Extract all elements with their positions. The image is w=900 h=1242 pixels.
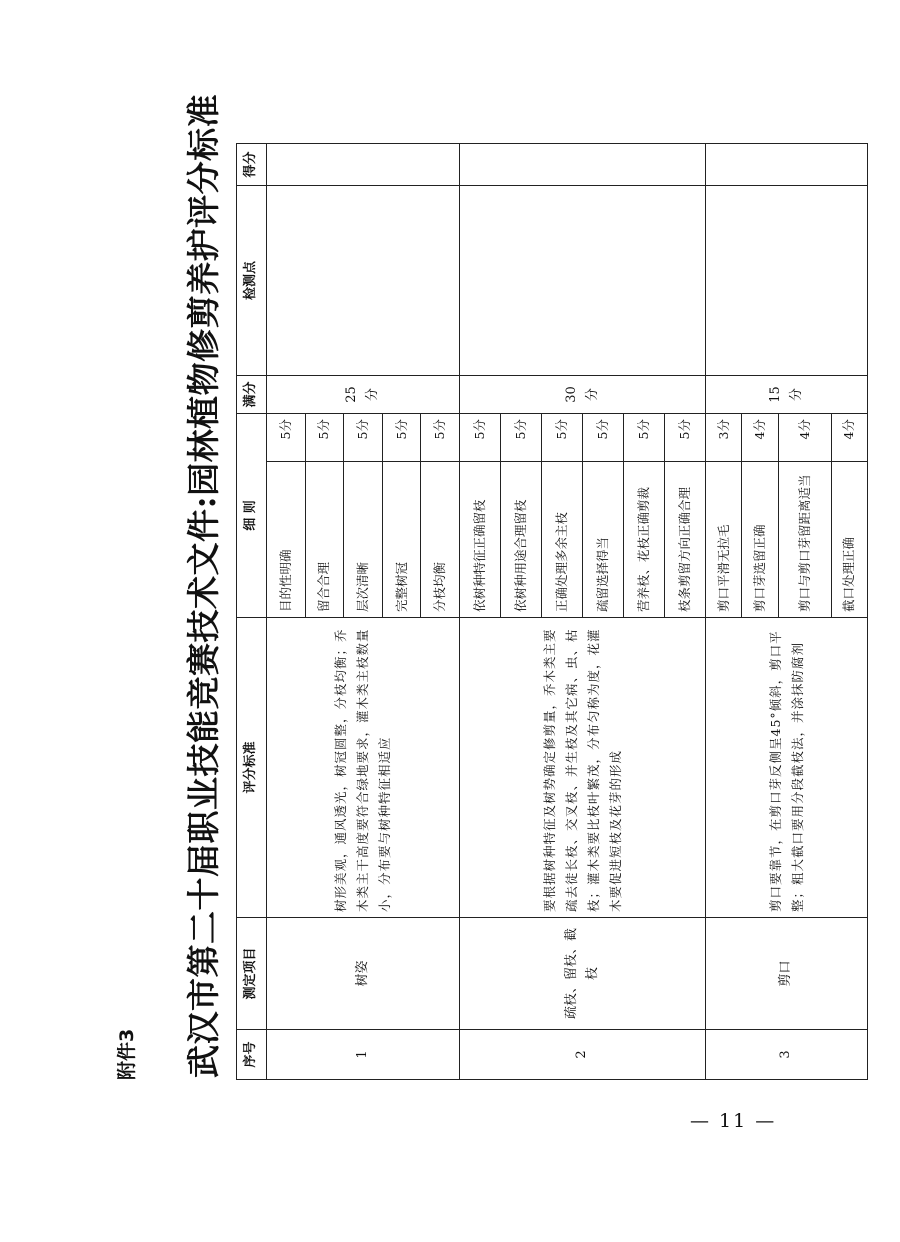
group-2-score[interactable] <box>460 144 706 186</box>
detail-1-3: 层次清晰 <box>344 462 383 618</box>
detail-1-2: 留合合理 <box>305 462 344 618</box>
points-2-6: 5分 <box>665 414 706 462</box>
group-2-check[interactable] <box>460 186 706 376</box>
page-number: — 11 — <box>690 1110 777 1132</box>
points-1-3: 5分 <box>344 414 383 462</box>
header-item: 测定项目 <box>237 918 267 1030</box>
points-3-1: 3分 <box>706 414 742 462</box>
detail-2-5: 营养枝、花枝正确剪裁 <box>624 462 665 618</box>
group-3-full: 15分 <box>706 376 868 414</box>
detail-3-1: 剪口平滑无拉毛 <box>706 462 742 618</box>
rotated-table-wrapper <box>236 144 868 1080</box>
points-3-4: 4分 <box>831 414 867 462</box>
points-1-5: 5分 <box>421 414 460 462</box>
group-3-no: 3 <box>706 1030 868 1080</box>
points-2-5: 5分 <box>624 414 665 462</box>
group-1-no: 1 <box>267 1030 460 1080</box>
group-1-item: 树姿 <box>267 918 460 1030</box>
points-2-3: 5分 <box>542 414 583 462</box>
points-3-2: 4分 <box>742 414 778 462</box>
detail-1-5: 分枝均衡 <box>421 462 460 618</box>
scoring-table <box>236 143 868 1080</box>
detail-3-2: 剪口芽选留正确 <box>742 462 778 618</box>
group-2-no: 2 <box>460 1030 706 1080</box>
points-2-1: 5分 <box>460 414 501 462</box>
points-1-1: 5分 <box>267 414 306 462</box>
attachment-label: 附件3 <box>116 1028 138 1080</box>
table-header-row <box>237 144 267 1080</box>
group-3-check[interactable] <box>706 186 868 376</box>
detail-2-4: 疏留选择得当 <box>583 462 624 618</box>
points-1-4: 5分 <box>382 414 421 462</box>
points-1-2: 5分 <box>305 414 344 462</box>
points-2-2: 5分 <box>501 414 542 462</box>
group-1-check[interactable] <box>267 186 460 376</box>
group-2-standard: 要根据树种特征及树势确定修剪量，乔木类主要疏去徒长枝、交叉枝、并生枝及其它病、虫、枯枝；灌木类要比枝叶繁茂，分布匀称为度，花灌木要促进短枝及花芽的形成 <box>460 618 706 918</box>
detail-1-1: 目的性明确 <box>267 462 306 618</box>
page-title: 武汉市第二十届职业技能竞赛技术文件:园林植物修剪养护评分标准 <box>184 93 223 1078</box>
detail-2-1: 依树种特征正确留枝 <box>460 462 501 618</box>
detail-3-4: 截口处理正确 <box>831 462 867 618</box>
group-1-score[interactable] <box>267 144 460 186</box>
detail-1-4: 完整树冠 <box>382 462 421 618</box>
group-2-item: 疏枝、留枝、截枝 <box>460 918 706 1030</box>
table-row <box>706 144 742 1080</box>
header-score: 得分 <box>237 144 267 186</box>
header-check: 检测点 <box>237 186 267 376</box>
table-frame <box>236 144 868 1080</box>
header-full: 满分 <box>237 376 267 414</box>
group-2-full: 30分 <box>460 376 706 414</box>
detail-2-6: 枝条剪留方向正确合理 <box>665 462 706 618</box>
header-no: 序号 <box>237 1030 267 1080</box>
group-3-score[interactable] <box>706 144 868 186</box>
header-detail: 细 则 <box>237 414 267 618</box>
group-1-full: 25分 <box>267 376 460 414</box>
detail-2-3: 正确处理多余主枝 <box>542 462 583 618</box>
points-3-3: 4分 <box>778 414 831 462</box>
group-1-standard: 树形美观，通风透光，树冠圆整，分枝均衡；乔木类主干高度要符合绿地要求，灌木类主枝数量小，分布要与树种特征相适应 <box>267 618 460 918</box>
header-standard: 评分标准 <box>237 618 267 918</box>
group-3-item: 剪口 <box>706 918 868 1030</box>
group-3-standard: 剪口要靠节，在剪口芽反侧呈45°倾斜，剪口平整；粗大截口要用分段截枝法，并涂抹防腐剂 <box>706 618 868 918</box>
table-row <box>460 144 501 1080</box>
detail-3-3: 剪口与剪口芽留距离适当 <box>778 462 831 618</box>
detail-2-2: 依树种用途合理留枝 <box>501 462 542 618</box>
table-row <box>267 144 306 1080</box>
points-2-4: 5分 <box>583 414 624 462</box>
